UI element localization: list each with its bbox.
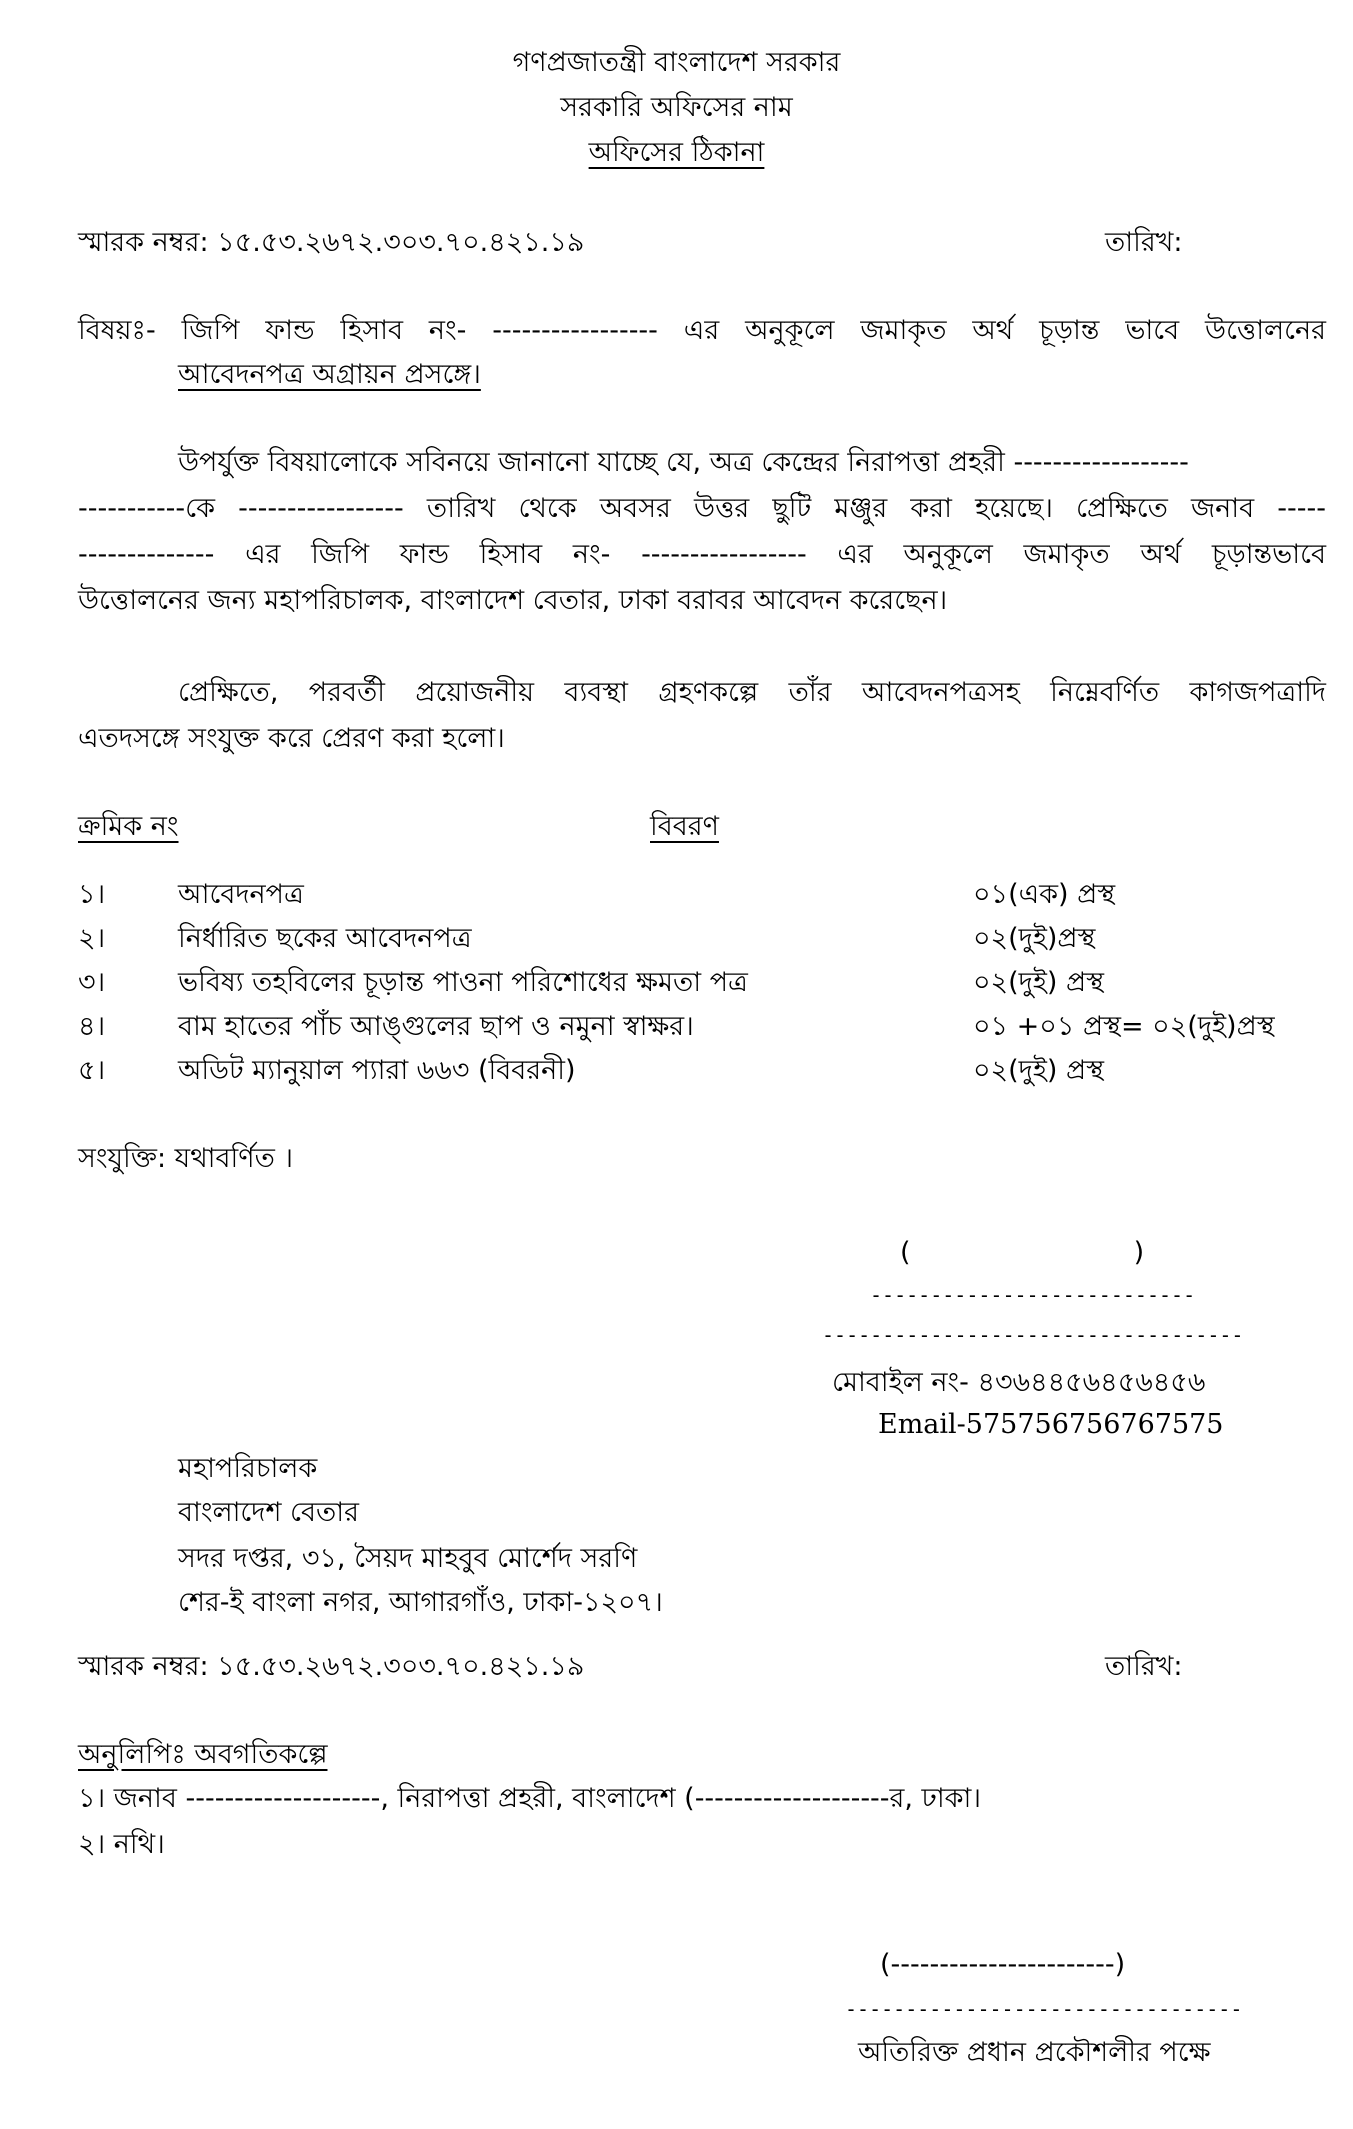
row-serial: ১। — [78, 879, 106, 910]
memo-date-label-2: তারিখ: — [1105, 1651, 1183, 1682]
signature2-name-bracket: (-----------------------) — [880, 1949, 1126, 1980]
row-description: অডিট ম্যানুয়াল প্যারা ৬৬৩ (বিবরনী) — [178, 1055, 576, 1086]
recipient-line-2: বাংলাদেশ বেতার — [178, 1497, 359, 1528]
row-quantity: ০২(দুই)প্রস্থ — [973, 923, 1096, 954]
subject-line-1: বিষয়ঃ- জিপি ফান্ড হিসাব নং- ----------------- এর অনুকূলে জমাকৃত অর্থ চূড়ান্ত ভাবে উত্তোলনের — [78, 315, 1326, 346]
table-header-description: বিবরণ — [650, 811, 719, 842]
row-description: বাম হাতের পাঁচ আঙ্গুলের ছাপ ও নমুনা স্বাক্ষর। — [178, 1011, 694, 1042]
subject-line-2 — [178, 358, 481, 392]
body-p1-line-4: উত্তোলনের জন্য মহাপরিচালক, বাংলাদেশ বেতার, ঢাকা বরাবর আবেদন করেছেন। — [78, 585, 948, 616]
office-address-text: অফিসের ঠিকানা — [588, 137, 765, 168]
recipient-line-1: মহাপরিচালক — [178, 1453, 318, 1484]
row-quantity: ০২(দুই) প্রস্থ — [973, 1055, 1105, 1086]
row-description: আবেদনপত্র — [178, 879, 304, 910]
recipient-line-4: শের-ই বাংলা নগর, আগারগাঁও, ঢাকা-১২০৭। — [178, 1587, 663, 1618]
row-quantity: ০২(দুই) প্রস্থ — [973, 967, 1105, 998]
body-p2-line-2: এতদসঙ্গে সংযুক্ত করে প্রেরণ করা হলো। — [78, 723, 505, 754]
signature2-line: --------------------------------- — [845, 1997, 1243, 2021]
row-serial: ৫। — [78, 1055, 106, 1086]
subject-line-2-text: আবেদনপত্র অগ্রায়ন প্রসঙ্গে। — [178, 359, 481, 390]
table-row — [78, 878, 1326, 912]
body-p1-line-3: -------------- এর জিপি ফান্ড হিসাব নং- ----------------- এর অনুকূলে জমাকৃত অর্থ চূড়ান্তভাবে — [78, 539, 1326, 570]
recipient-line-3: সদর দপ্তর, ৩১, সৈয়দ মাহবুব মোর্শেদ সরণি — [178, 1543, 638, 1574]
table-row — [78, 1010, 1326, 1044]
copy-item-1: ১। জনাব --------------------, নিরাপত্তা প্রহরী, বাংলাদেশ (--------------------র, ঢাকা। — [78, 1783, 982, 1814]
signature-line-name: --------------------------- — [870, 1283, 1196, 1307]
row-quantity: ০১(এক) প্রস্থ — [973, 879, 1116, 910]
row-serial: ২। — [78, 923, 106, 954]
office-name: সরকারি অফিসের নাম — [560, 92, 793, 123]
memo-number: স্মারক নম্বর: ১৫.৫৩.২৬৭২.৩০৩.৭০.৪২১.১৯ — [78, 227, 585, 258]
govt-title: গণপ্রজাতন্ত্রী বাংলাদেশ সরকার — [512, 47, 841, 78]
row-description: নির্ধারিত ছকের আবেদনপত্র — [178, 923, 472, 954]
memo-number-2: স্মারক নম্বর: ১৫.৫৩.২৬৭২.৩০৩.৭০.৪২১.১৯ — [78, 1651, 585, 1682]
signature-line-designation: ----------------------------------- — [822, 1323, 1244, 1347]
copy-item-2: ২। নথি। — [78, 1829, 165, 1860]
signature2-designation: অতিরিক্ত প্রধান প্রকৌশলীর পক্ষে — [858, 2037, 1211, 2068]
row-quantity: ০১ +০১ প্রস্থ= ০২(দুই)প্রস্থ — [973, 1011, 1275, 1042]
table-header-serial: ক্রমিক নং — [78, 811, 179, 842]
copy-heading: অনুলিপিঃ অবগতিকল্পে — [78, 1739, 328, 1770]
office-address — [0, 136, 1353, 170]
row-serial: ৪। — [78, 1011, 106, 1042]
body-p2-line-1: প্রেক্ষিতে, পরবর্তী প্রয়োজনীয় ব্যবস্থা গ্রহণকল্পে তাঁর আবেদনপত্রসহ নিম্নেবর্ণিত কাগজপত্রাদি — [178, 677, 1326, 708]
row-description: ভবিষ্য তহবিলের চূড়ান্ত পাওনা পরিশোধের ক্ষমতা পত্র — [178, 967, 748, 998]
memo-date-label: তারিখ: — [1105, 227, 1183, 258]
signature-name-bracket: ( ) — [900, 1237, 1145, 1268]
row-serial: ৩। — [78, 967, 106, 998]
signature-email: Email-575756756767575 — [878, 1409, 1224, 1440]
table-row — [78, 922, 1326, 956]
body-p1-line-1: উপর্যুক্ত বিষয়ালোকে সবিনয়ে জানানো যাচ্ছে যে, অত্র কেন্দ্রের নিরাপত্তা প্রহরী ------------------ — [178, 447, 1189, 478]
body-p1-line-2: -----------কে ----------------- তারিখ থেকে অবসর উত্তর ছুটি মঞ্জুর করা হয়েছে। প্রেক্ষিতে জনাব ----- — [78, 493, 1326, 524]
table-row — [78, 1054, 1326, 1088]
signature-mobile: মোবাইল নং- ৪৩৬৪৪৫৬৪৫৬৪৫৬ — [832, 1367, 1206, 1398]
table-row — [78, 966, 1326, 1000]
attachment-note: সংযুক্তি: যথাবর্ণিত । — [78, 1143, 294, 1174]
